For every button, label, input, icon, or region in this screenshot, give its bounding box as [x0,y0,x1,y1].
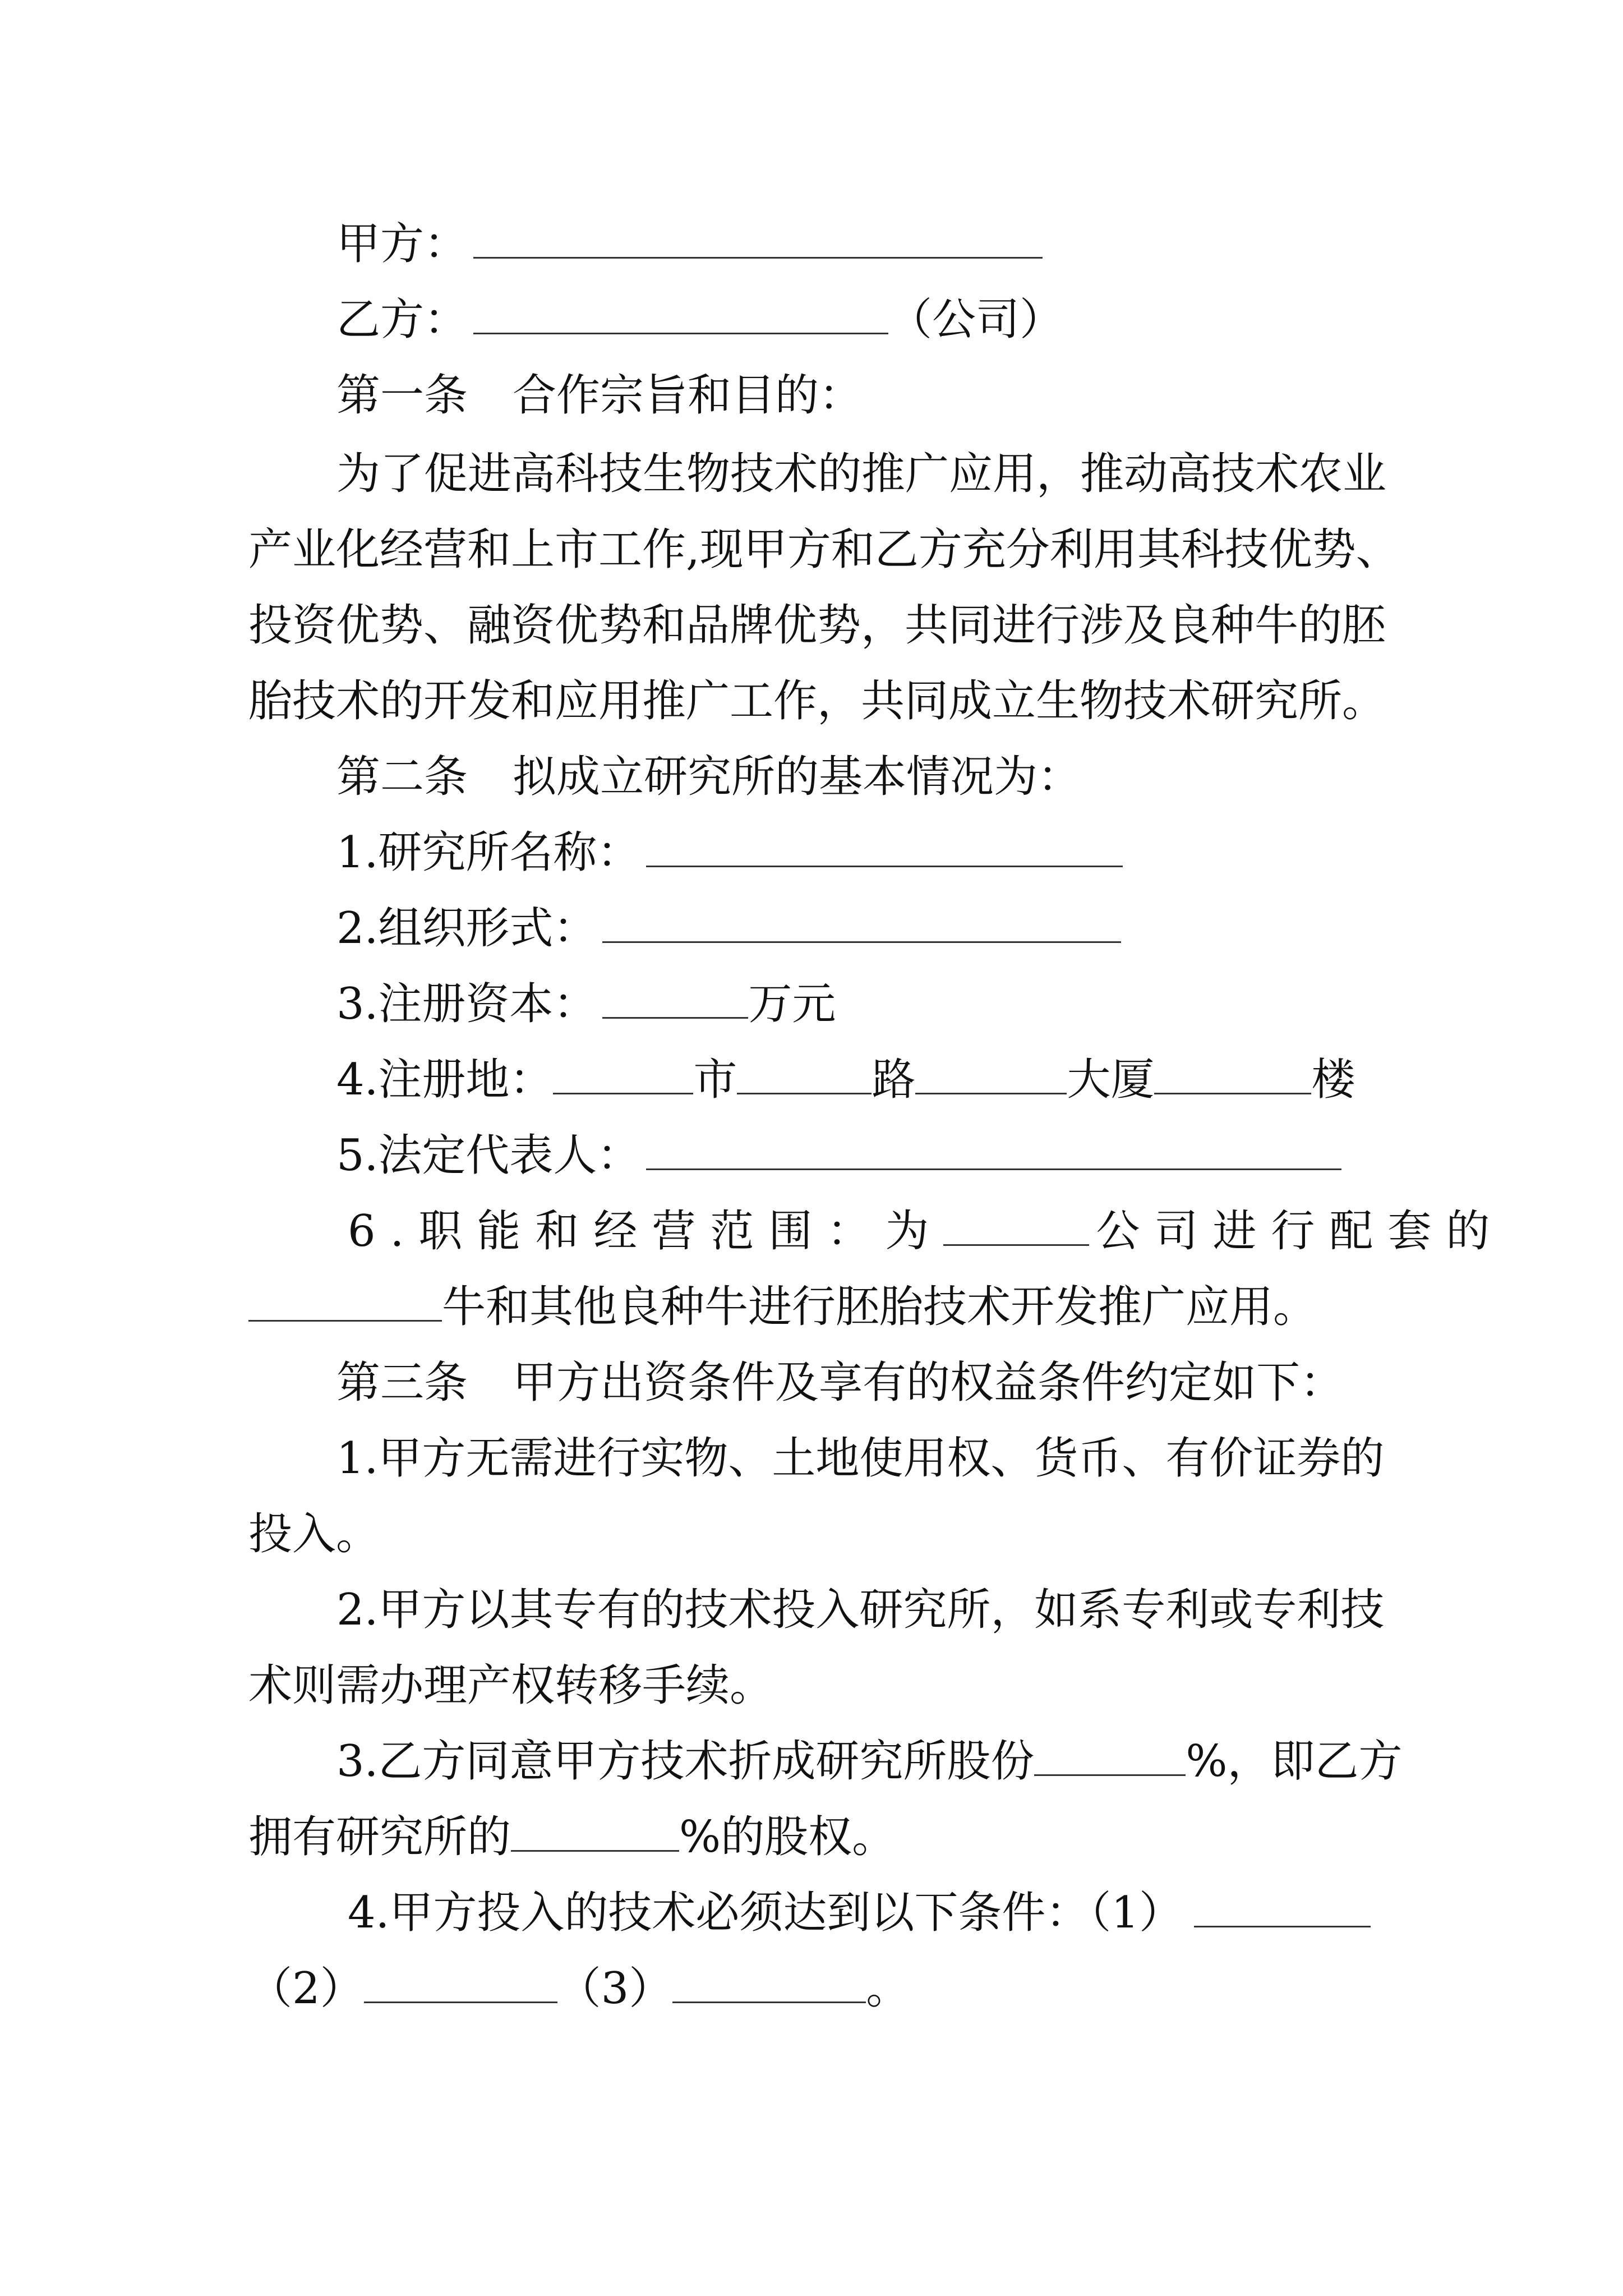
item-6-cattle-blank[interactable] [248,1280,442,1322]
clause-2-line-2: 术则需办理产权转移手续。 [248,1660,774,1711]
clause-3-text-3: 拥有研究所的 [248,1812,511,1862]
clause-1-line-2: 投入。 [248,1509,380,1559]
clause-3-text-2: %，即乙方 [1186,1736,1403,1787]
clause-4-label-2: （2） [248,1963,364,2014]
item-6-line-2 [248,1279,1317,1335]
item-4-label: 4.注册地： [336,1055,554,1105]
article-1-para-line-2: 产业化经营和上市工作,现甲方和乙方充分利用其科技优势、 [248,524,1400,575]
item-1-blank[interactable] [646,825,1123,867]
article-1-para-line-4: 胎技术的开发和应用推广工作，共同成立生物技术研究所。 [248,676,1386,726]
party-b-line [336,292,1063,348]
article-1-title: 第一条 [336,370,468,421]
article-3-title: 第三条 [336,1358,468,1408]
item-5-blank[interactable] [646,1128,1341,1170]
clause-4-end: 。 [866,1963,910,2014]
item-4-floor-blank[interactable] [1154,1052,1311,1094]
item-4-building: 大厦 [1067,1055,1155,1105]
party-a-label: 甲方： [336,219,468,269]
clause-4-label-3: （3） [557,1963,673,2014]
clause-4-line-2 [248,1961,910,2017]
party-b-suffix: （公司） [888,295,1064,345]
clause-3-share-blank[interactable] [1034,1734,1186,1776]
item-2-blank[interactable] [602,901,1121,943]
item-4-road: 路 [872,1055,916,1105]
item-6-text-2: 牛和其他良种牛进行胚胎技术开发推广应用。 [442,1282,1317,1332]
article-2-title: 第二条 [336,752,468,802]
item-6-text: 公司进行配套的 [1096,1206,1505,1257]
item-6-label: 6.职能和经营范围：为 [348,1206,944,1257]
party-a-line [336,216,1043,272]
item-1-line [336,825,1123,881]
clause-1-line-1: 1.甲方无需进行实物、土地使用权、货币、有价证券的 [336,1433,1385,1484]
party-b-blank[interactable] [473,292,888,334]
party-a-blank[interactable] [473,217,1043,259]
item-4-floor: 楼 [1311,1055,1355,1105]
clause-3-line-2 [248,1809,896,1865]
item-5-line [336,1128,1341,1184]
item-6-line-1 [348,1203,1504,1259]
item-2-label: 2.组织形式： [336,903,597,954]
article-1-para-line-3: 投资优势、融资优势和品牌优势，共同进行涉及良种牛的胚 [248,600,1386,651]
article-2-text: 拟成立研究所的基本情况为： [513,752,1082,802]
item-4-city: 市 [693,1055,737,1105]
article-1-heading [336,367,863,424]
item-4-city-blank[interactable] [553,1052,693,1094]
clause-2-line-1: 2.甲方以其专有的技术投入研究所，如系专利或专利技 [336,1585,1385,1635]
article-3-heading [336,1355,1344,1411]
clause-4-condition-2-blank[interactable] [364,1961,557,2003]
clause-4-text: 4.甲方投入的技术必须达到以下条件：（1） [348,1888,1183,1938]
clause-3-text-4: %的股权。 [679,1812,896,1862]
party-b-label: 乙方： [336,295,468,345]
item-2-line [336,900,1121,956]
article-3-text: 甲方出资条件及享有的权益条件约定如下： [513,1358,1344,1408]
item-3-unit: 万元 [748,979,836,1029]
article-2-heading [336,749,1081,805]
clause-4-condition-1-blank[interactable] [1194,1885,1371,1927]
clause-3-text: 3.乙方同意甲方技术折成研究所股份 [336,1736,1035,1787]
clause-3-equity-blank[interactable] [511,1810,679,1852]
item-1-label: 1.研究所名称： [336,827,641,878]
clause-4-condition-3-blank[interactable] [672,1961,866,2003]
item-4-line [336,1052,1355,1108]
item-3-line [336,976,836,1032]
item-3-label: 3.注册资本： [336,979,597,1029]
clause-4-line-1 [348,1885,1371,1941]
item-4-road-blank[interactable] [737,1052,872,1094]
item-4-building-blank[interactable] [915,1052,1067,1094]
article-1-para-line-1: 为了促进高科技生物技术的推广应用，推动高技术农业 [336,449,1387,499]
clause-3-line-1 [336,1733,1403,1789]
item-3-blank[interactable] [602,977,748,1019]
article-1-text: 合作宗旨和目的： [513,370,863,421]
item-6-company-blank[interactable] [943,1204,1089,1246]
item-5-label: 5.法定代表人： [336,1130,641,1181]
